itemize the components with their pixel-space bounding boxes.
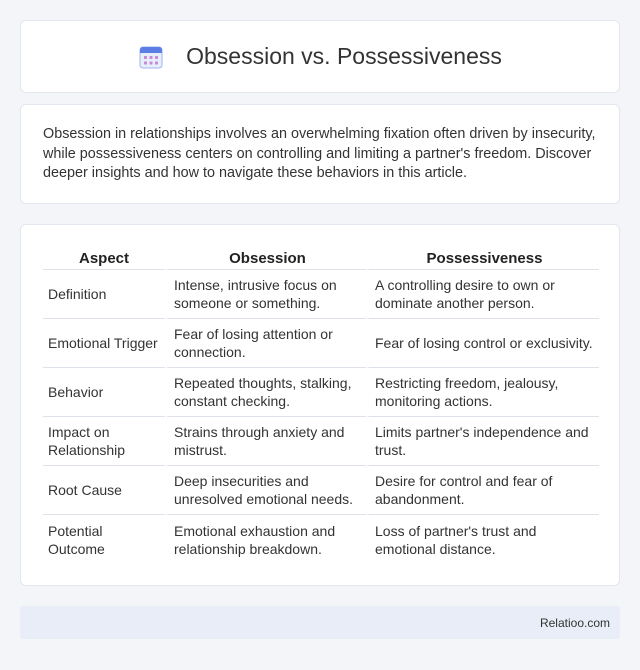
row-obsession-cell: Fear of losing attention or connection.: [165, 319, 366, 368]
page-title: Obsession vs. Possessiveness: [186, 43, 502, 69]
intro-paragraph: Obsession in relationships involves an overwhelming fixation often driven by insecurity, while possessiveness centers on controlling and limiting a partner's freedom. Discover deeper insights and how to navigate these behaviors in this article.: [43, 126, 596, 181]
row-aspect-cell: Impact on Relationship: [43, 417, 165, 466]
row-aspect-cell: Emotional Trigger: [43, 319, 165, 368]
table-row: [43, 319, 599, 368]
row-obsession-cell: Strains through anxiety and mistrust.: [165, 417, 366, 466]
row-obsession-cell: Deep insecurities and unresolved emotional needs.: [165, 466, 366, 515]
row-possessiveness-cell: A controlling desire to own or dominate another person.: [366, 270, 599, 319]
title-card: [20, 20, 620, 93]
comparison-card: [20, 224, 620, 586]
table-row: [43, 417, 599, 466]
column-header-obsession: Obsession: [165, 247, 366, 270]
column-header-possessiveness: Possessiveness: [366, 247, 599, 270]
row-obsession-cell: Emotional exhaustion and relationship breakdown.: [165, 515, 366, 564]
table-row: [43, 270, 599, 319]
row-possessiveness-cell: Desire for control and fear of abandonment.: [366, 466, 599, 515]
row-aspect-cell: Definition: [43, 270, 165, 319]
row-possessiveness-cell: Fear of losing control or exclusivity.: [366, 319, 599, 368]
row-possessiveness-cell: Loss of partner's trust and emotional distance.: [366, 515, 599, 564]
calendar-icon: [138, 44, 164, 70]
footer: [20, 606, 620, 639]
table-header-row: [43, 247, 599, 270]
row-aspect-cell: Root Cause: [43, 466, 165, 515]
column-header-aspect: Aspect: [43, 247, 165, 270]
table-row: [43, 515, 599, 564]
row-aspect-cell: Potential Outcome: [48, 522, 105, 557]
row-obsession-cell: Repeated thoughts, stalking, constant checking.: [165, 368, 366, 417]
table-row: [43, 466, 599, 515]
row-possessiveness-cell: Limits partner's independence and trust.: [366, 417, 599, 466]
table-row: [43, 368, 599, 417]
comparison-table: [43, 247, 599, 564]
row-possessiveness-cell: Restricting freedom, jealousy, monitoring actions.: [366, 368, 599, 417]
row-aspect-cell: Behavior: [43, 368, 165, 417]
intro-card: [20, 104, 620, 204]
footer-site-name: Relatioo.com: [539, 615, 610, 630]
row-obsession-cell: Intense, intrusive focus on someone or something.: [165, 270, 366, 319]
